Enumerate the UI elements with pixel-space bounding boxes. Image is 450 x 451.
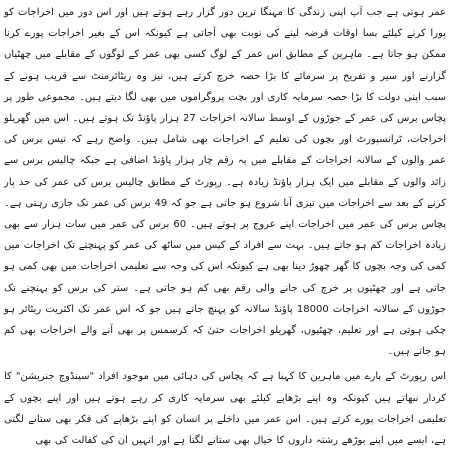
article-paragraph-1: عمر ہوتی ہے جب آپ اپنی زندگی کا مہنگا ترین دور گزار رہے ہوتے ہیں اور اس دور میں اخراجات کو پورا کرنے کیلئے بسا اوقات قرضہ لینے کی نوبت بھی آجاتی ہے کیونکہ اس کے بغیر اخراجات پورے کرنا ممکن ہو جاتا ہے۔ ماہرین کے مطابق اس عمر کے لوگ کسی بھی عمر کے لوگوں کے مقابلے میں چھٹیاں گزارنے اور سیر و تفریح پر سرمائے کا بڑا حصہ خرچ کرتے ہیں، نیز وہ ریٹائرمنٹ سے قریب ہونے کے سبب اپنی دولت کا بڑا حصہ سرمایہ کاری اور بچت پروگراموں میں بھی لگا دیتے ہیں۔ مجموعی طور پر پچاس برس کی عمر کے جوڑوں کے اوسط سالانہ اخراجات 27 ہزار پاؤنڈ تک ہوتے ہیں۔ اس میں گھریلو اخراجات، ٹرانسپورٹ اور بچوں کی تعلیم کے اخراجات بھی شامل ہیں۔ واضح رہے کہ تیس برس کی عمر والوں کے سالانہ اخراجات کے مقابلے میں یہ رقم چار ہزار پاؤنڈ اضافی ہے جبکہ چالیس برس سے زائد والوں کے مقابلے میں ایک ہزار پاؤنڈ زیادہ ہے۔ رپورٹ کے مطابق چالیس برس کی عمر کی حد پار کرنے کے بعد سے اخراجات میں تیزی آنا شروع ہو جاتی ہے جو کہ 49 برس کی عمر تک جاری رہتی ہے۔ پچاس برس کی عمر میں اخراجات اپنے عروج پر ہوتے ہیں۔ 60 برس کی عمر میں سات ہزار سے بھی زیادہ اخراجات کم ہو جاتے ہیں۔ بہت سے افراد کے کیس میں ساٹھ کی عمر کو پہنچتے تک اخراجات میں کمی کی وجہ بچوں کا گھر چھوڑ دینا بھی ہے کیونکہ اس کی وجہ سے تعلیمی اخراجات میں بھی کمی ہو جاتی ہے اور چھٹیوں پر خرچ کی جانے والی رقم بھی کم ہو جاتی ہے۔ ستر کی برس کو پہنچنے تک جوڑوں کے سالانہ اخراجات 18000 پاؤنڈ سالانہ کو پہنچ جاتے ہیں جو کہ اس عمر تک اکثریت ریٹائر ہو چکی ہوتی ہے اور تعلیم، چھٹیوں، گھریلو اخراجات حتیٰ کہ کرسمس پر بھی آنے والے اخراجات بھی کم ہو جاتے ہیں۔	[4, 7, 447, 358]
article-paragraph-2: اس رپورٹ کے بارے میں ماہرین کا کہنا ہے کہ پچاس کی دہائی میں موجود افراد "سینڈوچ جنریشن" کا کردار نبھاتے ہیں کیونکہ وہ اپنے بڑھاپے کیلئے بھی سرمایہ کاری کر رہے ہوتے ہیں اور اپنے بچوں کے تعلیمی اخراجات پورے کرتے ہیں۔ اس عمر میں داخلے پر انسان کو اپنے بڑھاپے کی فکر بھی ستانے لگتی ہے، ایسے میں اپنے بوڑھے رشتہ داروں کا خیال بھی ستانے لگتا ہے اور انہیں ان کی کفالت کی بھی	[4, 371, 446, 447]
